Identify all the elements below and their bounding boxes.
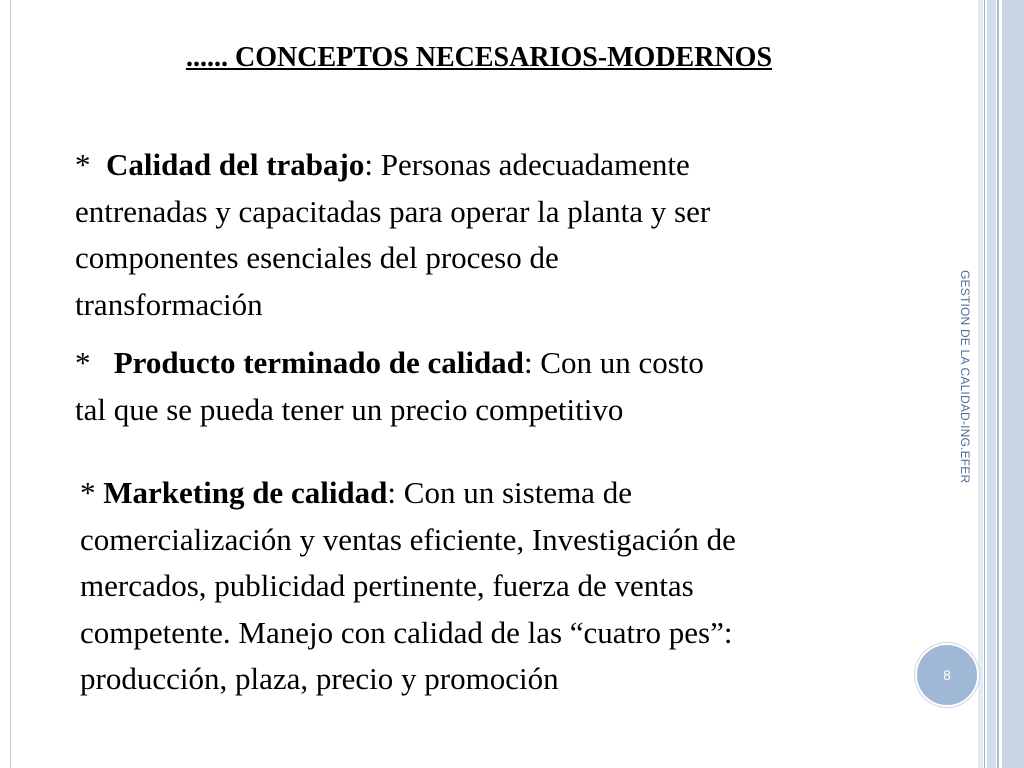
page-number-badge: 8	[915, 643, 979, 707]
definition-text: : Con un costo	[523, 345, 704, 380]
paragraph-producto-terminado	[75, 340, 704, 433]
stripe	[987, 0, 996, 768]
bullet-marker: *	[75, 147, 91, 182]
definition-text: entrenadas y capacitadas para operar la planta y ser	[75, 193, 711, 229]
definition-text: comercialización y ventas eficiente, Investigación de	[80, 521, 736, 557]
stripe	[984, 0, 985, 768]
slide-left-border	[10, 0, 11, 768]
stripe	[978, 0, 983, 768]
stripe	[1002, 0, 1024, 768]
definition-text: transformación	[75, 286, 263, 322]
decorative-side-stripes	[978, 0, 1024, 768]
term-label: Calidad del trabajo	[106, 147, 365, 182]
bullet-marker: *	[80, 475, 96, 510]
paragraph-marketing	[80, 470, 736, 703]
definition-text: mercados, publicidad pertinente, fuerza de ventas	[80, 568, 694, 603]
definition-text: : Con un sistema de	[387, 475, 632, 510]
definition-text: producción, plaza, precio y promoción	[80, 661, 559, 696]
term-label: Producto terminado de calidad	[113, 345, 524, 380]
stripe	[997, 0, 999, 768]
definition-text: tal que se pueda tener un precio competitivo	[75, 391, 624, 427]
bullet-marker: *	[75, 345, 91, 380]
definition-text: competente. Manejo con calidad de las “cuatro pes”:	[80, 614, 733, 650]
paragraph-calidad-trabajo	[75, 142, 710, 328]
term-label: Marketing de calidad	[103, 475, 388, 510]
definition-text: : Personas adecuadamente	[364, 147, 690, 182]
slide-title: ...... CONCEPTOS NECESARIOS-MODERNOS	[186, 42, 773, 73]
vertical-footer-text: GESTION DE LA CALIDAD-ING.EFER	[958, 270, 972, 484]
definition-text: componentes esenciales del proceso de	[75, 240, 559, 275]
